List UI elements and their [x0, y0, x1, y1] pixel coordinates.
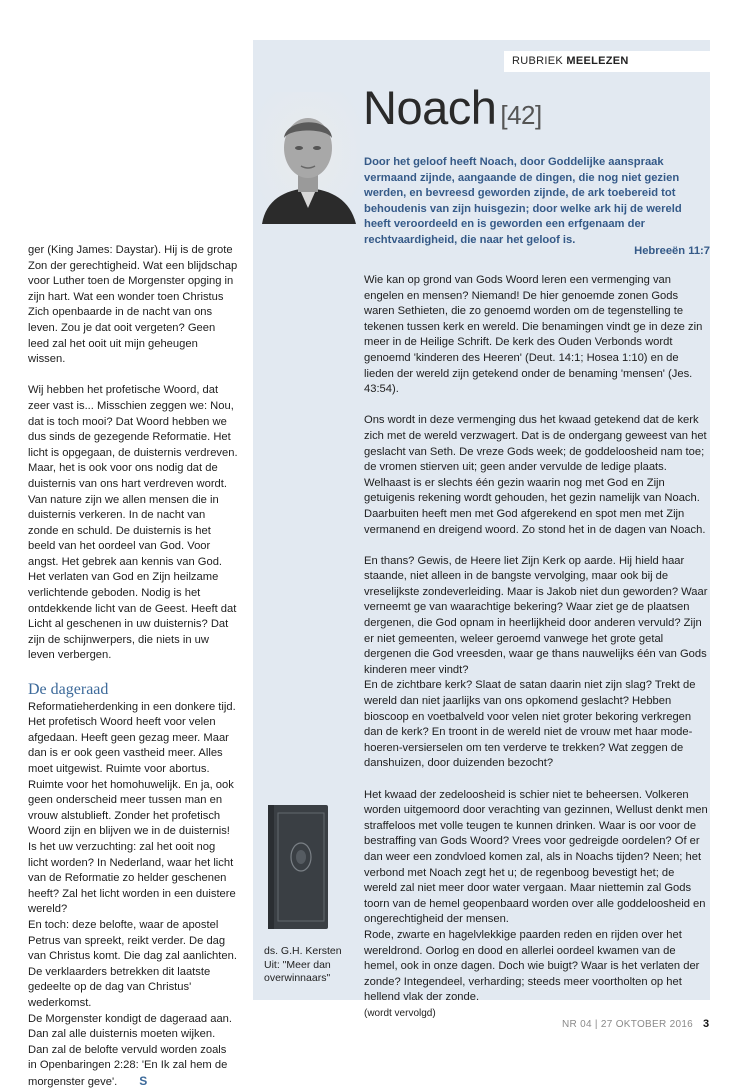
- right-paragraph: Het kwaad der zedeloosheid is schier niet te beheersen. Volkeren worden uitgemoord door verachting van gezinnen, Wellust denkt men straffeloos met volle teugen te kunnen drinken. Waar is oor voor de bestraffing van Gods Woord? Vrees voor gedreigde oordelen? Of er dan weer een zondvloed komen zal, als in Noachs tijden? Neen; het verbond met Noach zegt het u; de regenboog bevestigt het; de wereld zal niet meer door water vergaan. Maar niettemin zal Gods toorn van de hemel geopenbaard worden over alle goddeloosheid en ongerechtigheid der mensen.: [364, 788, 710, 928]
- left-paragraph: En toch: deze belofte, waar de apostel Petrus van spreekt, reikt verder. De dag van Christus komt. Die dag zal aanlichten. De verklaarders betrekken dit laatste gedeelte op de dag van Christus' wederkomst.: [28, 918, 238, 1012]
- left-column: [28, 243, 238, 1090]
- closing-text: De Morgenster kondigt de dageraad aan. Dan zal alle duisternis moeten wijken. Dan zal de belofte vervuld worden zoals in Openbaringen 2:28: 'En Ik zal hem de morgenster geve'.: [28, 1013, 232, 1088]
- left-paragraph: [28, 1012, 238, 1090]
- right-paragraph: En de zichtbare kerk? Slaat de satan daarin niet zijn slag? Trekt de wereld dan niet jaarlijks van ons opkomend geslacht? Hebben bioscoop en voetbalveld voor velen niet groter bekoring verkregen dan de kerk? En troont in de wereld niet de vrouw met haar mode-hoeren-versierselen om ten verderve te trekken? Wat zeggen de danshuizen, door duizenden bezocht?: [364, 678, 710, 772]
- rubriek-label: [504, 51, 710, 72]
- left-paragraph: ger (King James: Daystar). Hij is de grote Zon der gerechtigheid. Wat een blijdschap voor Luther toen de Morgenster opging in zijn hart. Wat een wonder toen Christus Zich openbaarde in de nacht van ons leven. Zou je dat ooit vergeten? Geen leed zal het ooit uit mijn geheugen wissen.: [28, 243, 238, 368]
- right-paragraph: Wie kan op grond van Gods Woord leren een vermenging van engelen en mensen? Niemand! De hier genoemde zonen Gods waren Sethieten, die zo genoemd worden om de tegenstelling te tekenen tussen kerk en wereld. Die benamingen vindt ge in deze zin meer in de Heilige Schrift. De kerk des Ouden Verbonds wordt genoemd 'kinderen des Heeren' (Deut. 14:1; Hosea 1:10) en de lieden der wereld zijn getekend onder de benaming 'mensen' (Jes. 43:54).: [364, 273, 710, 398]
- book-caption: ds. G.H. Kersten Uit: "Meer dan overwinnaars": [264, 945, 354, 986]
- intro-quote: Door het geloof heeft Noach, door Goddelijke aanspraak vermaand zijnde, aangaande de dingen, die nog niet gezien werden, en bevreesd geworden zijnde, de ark toebereid tot behoudenis van zijn huisgezin; door welke ark hij de wereld heeft veroordeeld en is geworden een erfgenaam der rechtvaardigheid, die naar het geloof is.: [364, 155, 710, 248]
- footer-issue: NR 04 | 27 OKTOBER 2016: [562, 1019, 693, 1030]
- right-paragraph: En thans? Gewis, de Heere liet Zijn Kerk op aarde. Hij hield haar staande, niet alleen in de bangste vervolging, maar ook bij de vreselijkste zondeverleiding. Maar is Jakob niet dun geworden? Waar verneemt ge van waarachtige bekering? Waar ziet ge de plaatsen dergenen, die God opnam in heerlijkheid door anderen vervuld? Zijn er niet gemeenten, weleer geroemd vanwege het grote getal dergenen die God vreesden, waar ge thans nauwelijks één van Gods kinderen meer vindt?: [364, 554, 710, 679]
- right-paragraph: Rode, zwarte en hagelvlekkige paarden reden en rijden over het wereldrond. Oorlog en dood en allerlei oordeel kwamen van de hemel, ook in onze dagen. Doch wie buigt? Waar is het verlaten der zonde? Integendeel, verharding; steeds meer voortholten op het hellend vlak der zonde.: [364, 928, 710, 1006]
- left-paragraph: Wij hebben het profetische Woord, dat zeer vast is... Misschien zeggen we: Nou, dat is toch mooi? Dat Woord hebben we dus sinds de gezegende Reformatie. Het licht is opgegaan, de duisternis verdreven. Maar, het is ook voor ons nodig dat de duisternis van ons hart verdreven wordt. Van nature zijn we allen mensen die in duisternis verkeren. In de nacht van zonde en schuld. De duisternis is het beeld van het oordeel van God. Voor angst. Het gebrek aan kennis van God. Het verlaten van God en Zijn heilzame verlichtende geboden. Nodig is het ontdekkende licht van de Geest. Heeft dat Licht al geschenen in uw duisternis? Dat zijn de schijnwerpers, die niets in uw leven verbergen.: [28, 383, 238, 664]
- article-title: [363, 80, 542, 143]
- left-paragraph: Is het uw verzuchting: zal het ooit nog licht worden? In Nederland, waar het licht van de Reformatie zo helder geschenen heeft? Zal het licht worden in een duistere wereld?: [28, 840, 238, 918]
- right-paragraph: Ons wordt in deze vermenging dus het kwaad getekend dat de kerk zich met de wereld verzwagert. Dat is de ondergang geweest van het geslacht van Seth. De vreze Gods week; de goddeloosheid nam toe; de vromen stierven uit; geen ander vervulde de ledige plaats. Welhaast is er slechts één gezin waarin nog met God en Zijn getuigenis rekening wordt gehouden, het gezin namelijk van Noach. Daarbuiten heeft men met God afgerekend en spot men met Zijn vermanend en dreigend woord. Zo stond het in de dagen van Noach.: [364, 413, 710, 538]
- title-text: Noach: [363, 81, 496, 134]
- right-column: [364, 273, 710, 1022]
- page-number: 3: [703, 1018, 709, 1030]
- section-heading: De dageraad: [28, 680, 238, 700]
- rubriek-name: MEELEZEN: [566, 55, 628, 67]
- end-mark-icon: S: [139, 1074, 147, 1090]
- left-paragraph: Reformatieherdenking in een donkere tijd. Het profetisch Woord heeft voor velen afgedaan. Heeft geen gezag meer. Maar dan is er ook geen vastheid meer. Alles moet uitgewist. Ruimte voor abortus. Ruimte voor het homohuwelijk. En ja, ook geen onderscheid meer tussen man en vrouw alstublieft. Zonder het profetisch Woord zijn en blijven we in de duisternis!: [28, 700, 238, 840]
- portrait-photo: [256, 92, 360, 224]
- continued-note: (wordt vervolgd): [364, 1006, 710, 1022]
- intro-reference: Hebreeën 11:7: [560, 244, 710, 259]
- rubriek-prefix: RUBRIEK: [512, 55, 563, 67]
- book-image: [266, 803, 330, 931]
- title-number: [42]: [500, 100, 541, 130]
